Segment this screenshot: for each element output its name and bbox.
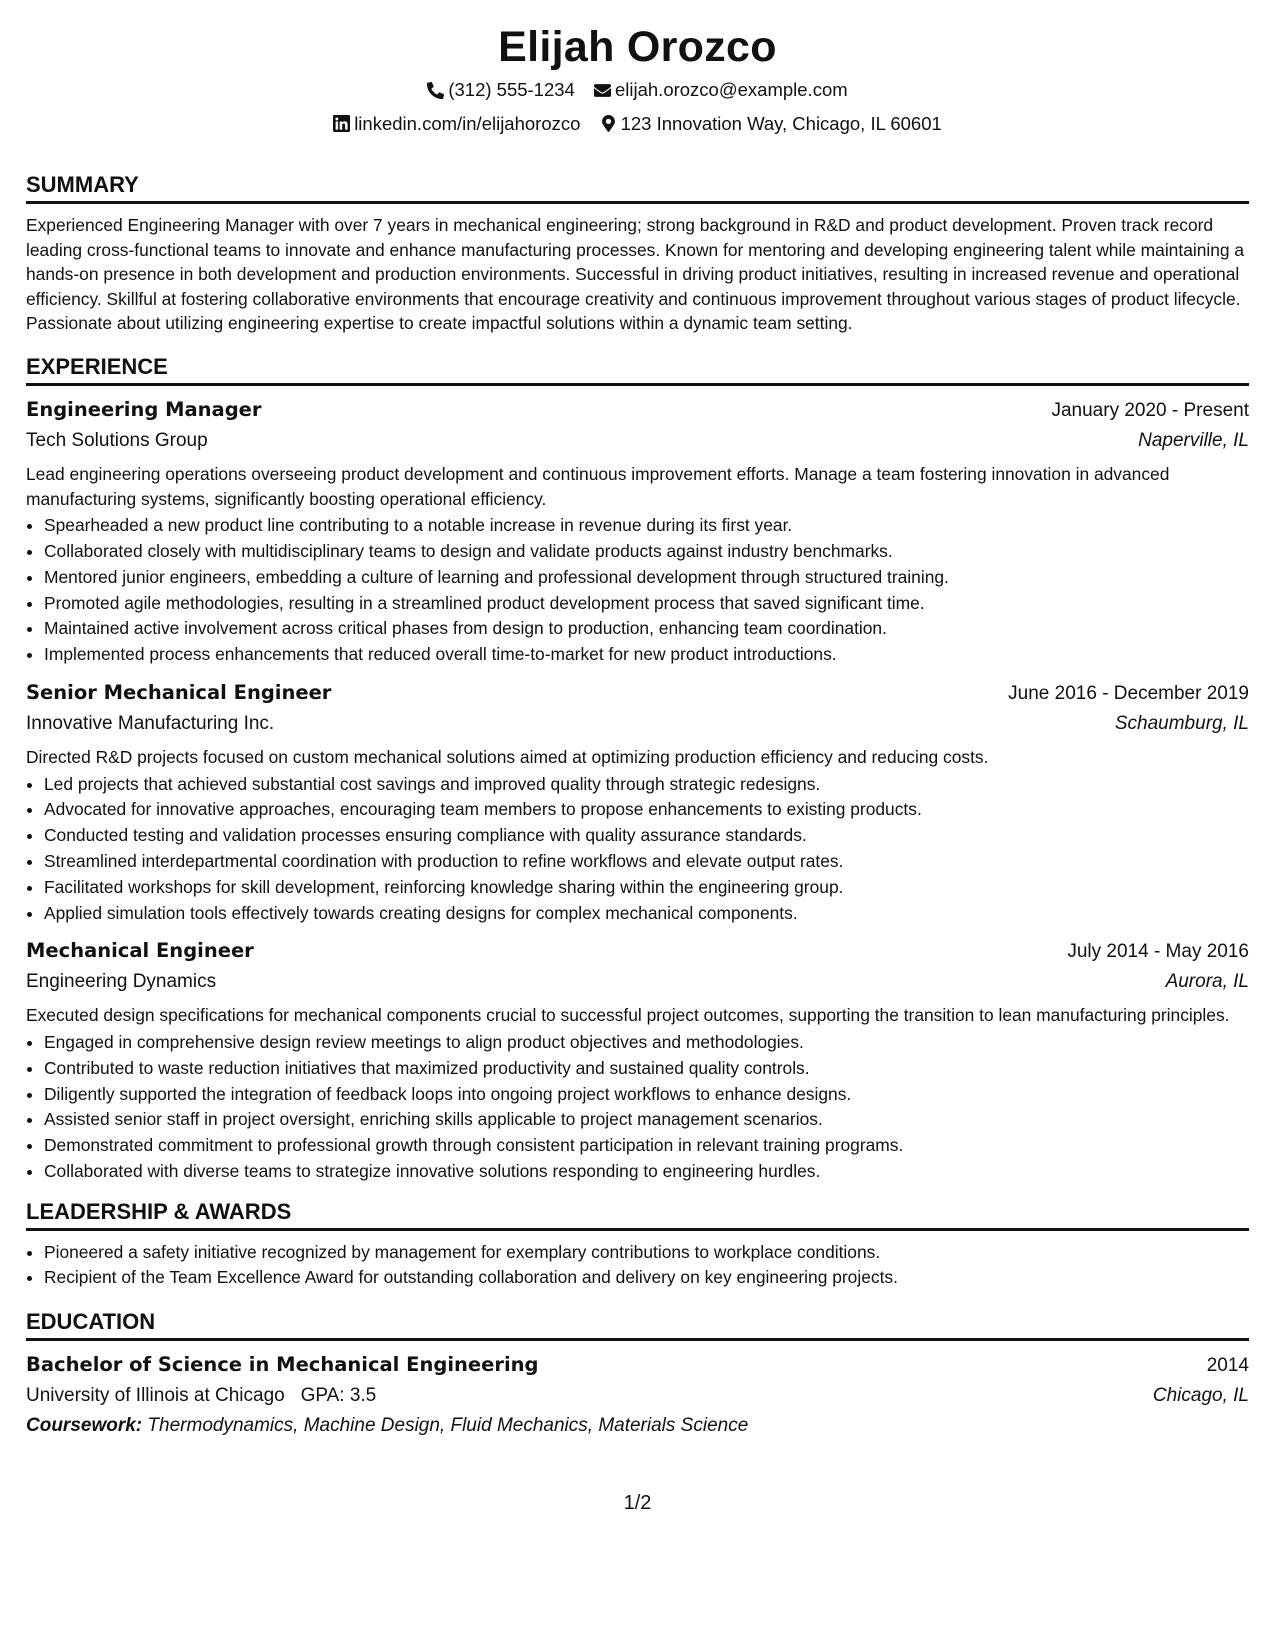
job-description: Directed R&D projects focused on custom mechanical solutions aimed at optimizing production efficiency and reducing costs. xyxy=(26,746,989,767)
gpa: GPA: 3.5 xyxy=(300,1385,377,1407)
list-item: • Spearheaded a new product line contributing to a notable increase in revenue during its first year. xyxy=(44,513,1249,539)
job-location: Naperville, IL xyxy=(1138,429,1249,451)
summary-text: Experienced Engineering Manager with over 7 years in mechanical engineering; strong background in R&D and product development. Proven track record leading cross-functional teams to innovate and enhance manufacturing processes. Known for mentoring and developing engineering talent while maintaining a hands-on presence in both development and production environments. Successful in driving product initiatives, resulting in increased revenue and operational efficiency. Skillful at fostering collaborative environments that encourage creativity and continuous improvement throughout various stages of product lifecycle. Passionate about utilizing engineering expertise to create impactful solutions within a dynamic team setting. xyxy=(26,215,1245,334)
email-text: elijah.orozco@example.com xyxy=(614,79,848,100)
job-title: Mechanical Engineer xyxy=(26,939,254,963)
summary-heading: SUMMARY xyxy=(26,172,1249,204)
education-heading: EDUCATION xyxy=(26,1309,1249,1341)
contact-phone xyxy=(427,78,575,102)
address-text: 123 Innovation Way, Chicago, IL 60601 xyxy=(620,112,942,134)
job-company: Tech Solutions Group xyxy=(26,429,208,451)
phone-text: (312) 555-1234 xyxy=(448,79,575,100)
experience-heading: EXPERIENCE xyxy=(26,354,1249,386)
contact-address xyxy=(600,112,942,136)
graduation-year: 2014 xyxy=(1206,1355,1249,1377)
envelope-icon xyxy=(594,82,611,99)
coursework-label: Coursework: xyxy=(26,1415,143,1437)
map-marker-icon xyxy=(600,115,617,132)
coursework xyxy=(26,1411,1249,1441)
job-company: Innovative Manufacturing Inc. xyxy=(26,712,275,734)
list-item: • Facilitated workshops for skill development, reinforcing knowledge sharing within the engineering group. xyxy=(44,875,1249,901)
linkedin-icon xyxy=(333,115,350,132)
job-description: Executed design specifications for mechanical components crucial to successful project outcomes, supporting the transition to lean manufacturing principles. xyxy=(26,1005,1230,1026)
phone-icon xyxy=(427,82,444,99)
job-company-row xyxy=(26,967,1249,997)
summary-section xyxy=(26,172,1249,336)
contact-email[interactable] xyxy=(594,78,848,102)
leadership-bullets xyxy=(26,1240,1249,1292)
contact-row-2 xyxy=(26,112,1249,139)
job-entry xyxy=(26,678,1249,926)
page-number: 1/2 xyxy=(623,1492,652,1514)
list-item: • Engaged in comprehensive design review meetings to align product objectives and methodologies. xyxy=(44,1030,1249,1056)
job-description: Lead engineering operations overseeing product development and continuous improvement efforts. Manage a team fostering innovation in advanced manufacturing systems, significantly boosting operational efficiency. xyxy=(26,463,1170,509)
education-section xyxy=(26,1309,1249,1441)
job-bullets xyxy=(26,1030,1249,1185)
job-location: Schaumburg, IL xyxy=(1114,712,1249,734)
list-item: • Diligently supported the integration of feedback loops into ongoing project workflows to enhance designs. xyxy=(44,1082,1249,1108)
job-bullets xyxy=(26,772,1249,927)
list-item: • Applied simulation tools effectively towards creating designs for complex mechanical components. xyxy=(44,901,1249,927)
list-item: • Streamlined interdepartmental coordination with production to refine workflows and elevate output rates. xyxy=(44,849,1249,875)
resume-header xyxy=(26,0,1249,138)
list-item: • Recipient of the Team Excellence Award for outstanding collaboration and delivery on key engineering projects. xyxy=(44,1265,1249,1291)
leadership-heading: LEADERSHIP & AWARDS xyxy=(26,1199,1249,1231)
job-dates: July 2014 - May 2016 xyxy=(1067,941,1249,963)
job-entry xyxy=(26,936,1249,1184)
list-item: • Advocated for innovative approaches, encouraging team members to propose enhancements to existing products. xyxy=(44,797,1249,823)
list-item: • Contributed to waste reduction initiatives that maximized productivity and sustained quality controls. xyxy=(44,1056,1249,1082)
job-company-row xyxy=(26,426,1249,456)
list-item: • Implemented process enhancements that reduced overall time-to-market for new product introductions. xyxy=(44,642,1249,668)
degree: Bachelor of Science in Mechanical Engineering xyxy=(26,1353,539,1377)
list-item: • Pioneered a safety initiative recognized by management for exemplary contributions to workplace conditions. xyxy=(44,1240,1249,1266)
list-item: • Assisted senior staff in project oversight, enriching skills applicable to project management scenarios. xyxy=(44,1107,1249,1133)
job-title: Engineering Manager xyxy=(26,397,262,421)
job-location: Aurora, IL xyxy=(1165,971,1249,993)
list-item: • Conducted testing and validation processes ensuring compliance with quality assurance standards. xyxy=(44,823,1249,849)
job-dates: June 2016 - December 2019 xyxy=(1008,682,1249,704)
job-title: Senior Mechanical Engineer xyxy=(26,680,332,704)
list-item: • Promoted agile methodologies, resulting in a streamlined product development process that saved significant time. xyxy=(44,591,1249,617)
school-name: University of Illinois at Chicago xyxy=(26,1385,285,1407)
experience-section xyxy=(26,354,1249,1185)
resume-content xyxy=(26,0,1249,1441)
linkedin-text: linkedin.com/in/elijahorozco xyxy=(354,112,581,134)
job-bullets xyxy=(26,513,1249,668)
coursework-list: Thermodynamics, Machine Design, Fluid Mechanics, Materials Science xyxy=(147,1415,749,1437)
job-dates: January 2020 - Present xyxy=(1051,399,1249,421)
list-item: • Maintained active involvement across critical phases from design to production, enhancing team coordination. xyxy=(44,616,1249,642)
job-entry xyxy=(26,395,1249,668)
job-title-row xyxy=(26,936,1249,967)
job-title-row xyxy=(26,395,1249,426)
list-item: • Collaborated with diverse teams to strategize innovative solutions responding to engineering hurdles. xyxy=(44,1159,1249,1185)
job-company-row xyxy=(26,709,1249,739)
list-item: • Mentored junior engineers, embedding a culture of learning and professional development through structured training. xyxy=(44,565,1249,591)
list-item: • Led projects that achieved substantial cost savings and improved quality through strategic redesigns. xyxy=(44,772,1249,798)
education-degree-row xyxy=(26,1350,1249,1381)
list-item: • Demonstrated commitment to professional growth through consistent participation in relevant training programs. xyxy=(44,1133,1249,1159)
list-item: • Collaborated closely with multidisciplinary teams to design and validate products against industry benchmarks. xyxy=(44,539,1249,565)
education-school-row xyxy=(26,1381,1249,1411)
candidate-name: Elijah Orozco xyxy=(498,23,777,71)
contact-row-1 xyxy=(26,78,1249,105)
job-title-row xyxy=(26,678,1249,709)
leadership-section xyxy=(26,1199,1249,1292)
school-location: Chicago, IL xyxy=(1152,1385,1249,1407)
job-company: Engineering Dynamics xyxy=(26,971,217,993)
contact-linkedin[interactable] xyxy=(333,112,580,136)
school-and-gpa xyxy=(26,1381,376,1411)
